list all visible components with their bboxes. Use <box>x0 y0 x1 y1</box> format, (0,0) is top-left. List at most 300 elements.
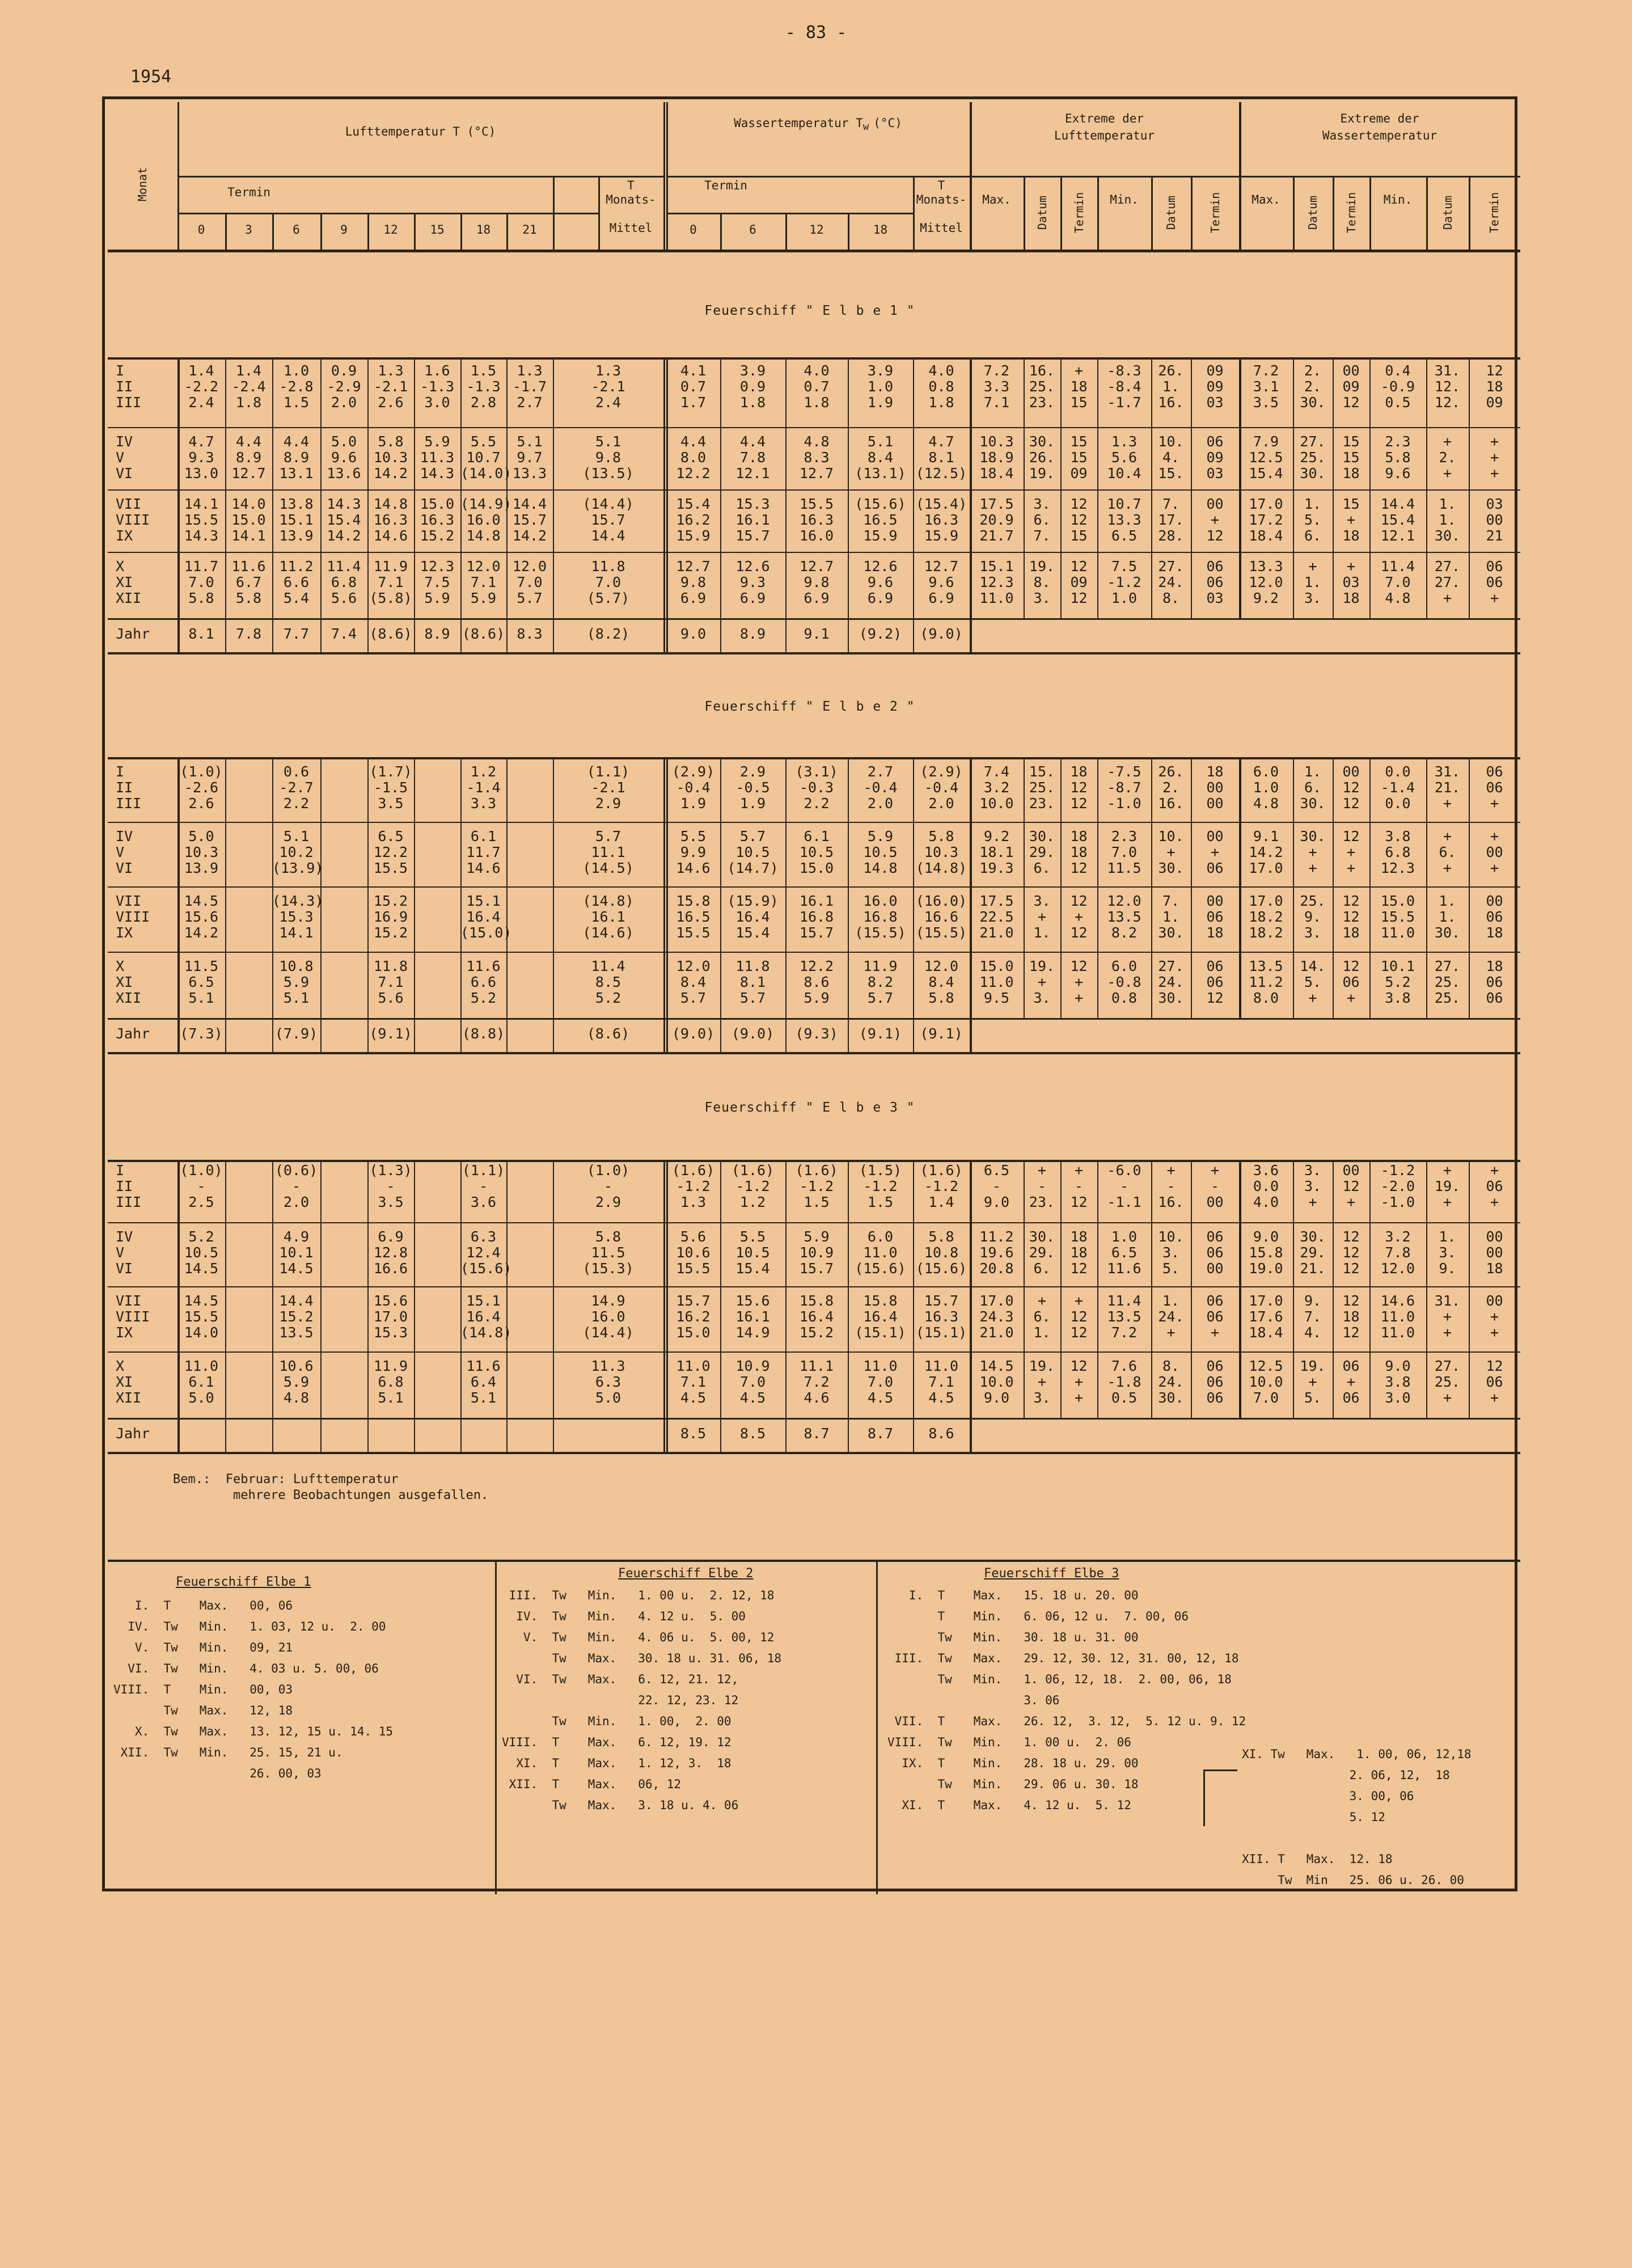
extreme-values: 12 06 + <box>1486 1358 1503 1406</box>
header-vertical-termin_v: Termin <box>1072 192 1086 234</box>
header-mean-2-air: Mittel <box>609 221 653 235</box>
extreme-values: 9.2 18.1 19.3 <box>979 828 1014 876</box>
header-vertical-datum: Datum <box>1164 195 1178 230</box>
header-termin-water: Termin <box>704 179 747 192</box>
extreme-values: 3. 3. + <box>1304 1162 1322 1210</box>
extreme-values: 00 + 06 <box>1206 828 1224 876</box>
air-temp-values: (0.6) - 2.0 <box>274 1162 318 1210</box>
extreme-values: 12 12 15 <box>1070 496 1088 544</box>
jahr-air-value: 8.1 <box>188 626 214 642</box>
air-temp-values: (1.7) -1.5 3.5 <box>369 763 412 812</box>
extreme-values: 00 06 18 <box>1486 893 1503 941</box>
water-temp-values: 4.4 8.0 12.2 <box>676 433 711 482</box>
extreme-values: 1. 1. 30. <box>1434 496 1461 544</box>
extreme-values: 31. 12. 12. <box>1434 362 1461 411</box>
water-temp-values: 2.9 -0.5 1.9 <box>735 763 770 812</box>
extreme-values: 00 + 12 <box>1206 496 1224 544</box>
extreme-values: 18 18 12 <box>1070 1228 1088 1277</box>
water-temp-values: 15.5 16.3 16.0 <box>799 496 834 544</box>
water-temp-values: 12.7 9.8 6.9 <box>799 558 834 606</box>
header-vertical-datum: Datum <box>1306 195 1320 230</box>
water-temp-values: 15.6 16.1 14.9 <box>735 1293 770 1341</box>
extreme-values: 10.1 5.2 3.8 <box>1380 958 1415 1006</box>
extreme-values: 0.0 -1.4 0.0 <box>1380 763 1415 812</box>
air-mean-values: (1.1) -2.1 2.9 <box>586 763 630 812</box>
water-temp-values: 15.8 16.4 15.2 <box>799 1293 834 1341</box>
extreme-values: 15. 25. 23. <box>1029 763 1055 812</box>
extreme-values: 12.5 10.0 7.0 <box>1249 1358 1283 1406</box>
water-temp-values: (1.6) -1.2 1.2 <box>731 1162 775 1210</box>
air-temp-values: 15.1 16.4 (14.8) <box>460 1293 512 1341</box>
extreme-values: -1.2 -2.0 -1.0 <box>1380 1162 1415 1210</box>
extreme-values: 19. 8. 3. <box>1029 558 1055 606</box>
air-temp-values: 14.5 15.5 14.0 <box>184 1293 219 1341</box>
data-table <box>102 96 1517 1891</box>
jahr-air-value: (8.6) <box>462 626 505 642</box>
extreme-values: 00 00 18 <box>1486 1228 1503 1277</box>
extreme-values: + 18 15 <box>1070 362 1088 411</box>
water-temp-values: (1.6) -1.2 1.5 <box>795 1162 838 1210</box>
water-temp-values: 5.5 10.5 15.4 <box>735 1228 770 1277</box>
header-hour-water: 18 <box>873 223 888 236</box>
extreme-values: 30. 29. 6. <box>1029 828 1055 876</box>
air-temp-values: (1.0) - 2.5 <box>180 1162 223 1210</box>
header-termin-air: Termin <box>227 185 270 199</box>
air-temp-values: 11.6 6.6 5.2 <box>466 958 501 1006</box>
extreme-values: 12 18 12 <box>1342 1293 1360 1341</box>
header-hour-water: 6 <box>749 223 756 236</box>
water-temp-values: 15.4 16.2 15.9 <box>676 496 711 544</box>
footnote-elbe3: I. T Max. 15. 18 u. 20. 00 T Min. 6. 06, 12 u. 7. 00, 06 Tw Min. 30. 18 u. 31. 00 III. Tw Max. 29. 12, 30. 12, 31. 00, 12, 18 Tw Min. 1. 06, 12, 18. 2. 00, 06, 18 3. 06 VII. T Max. 26. 12, 3. 12, 5. 12 u. 9. 12 VIII. Tw Min. 1. 00 u. 2. 06 IX. T Min. 28. 18 u. 29. 00 Tw Min. 29. 06 u. 30. 18 XI. T Max. 4. 12 u. 5. 12 <box>887 1589 1246 1812</box>
jahr-label: Jahr <box>116 626 150 642</box>
jahr-water-mean: (9.1) <box>920 1025 963 1042</box>
extreme-values: 27. 25. 30. <box>1300 433 1326 482</box>
extreme-values: 14.5 10.0 9.0 <box>979 1358 1014 1406</box>
extreme-values: 30. + + <box>1300 828 1326 876</box>
water-temp-values: (3.1) -0.3 2.2 <box>795 763 838 812</box>
air-mean-values: 5.8 11.5 (15.3) <box>582 1228 634 1277</box>
jahr-air-value: (9.1) <box>369 1025 412 1042</box>
header-hour-air: 21 <box>522 223 537 236</box>
header-hour-air: 12 <box>383 223 398 236</box>
header-hour-water: 0 <box>690 223 697 236</box>
water-mean-values: 4.0 0.8 1.8 <box>928 362 954 411</box>
extreme-values: 7.6 -1.8 0.5 <box>1107 1358 1141 1406</box>
extreme-values: + - 23. <box>1029 1162 1055 1210</box>
extreme-values: 1.0 6.5 11.6 <box>1107 1228 1141 1277</box>
month-labels: VII VIII IX <box>116 1293 150 1341</box>
jahr-label: Jahr <box>116 1025 150 1042</box>
header-hour-air: 15 <box>430 223 445 236</box>
extreme-values: 15 + 18 <box>1342 496 1360 544</box>
extreme-values: 12 + + <box>1070 1358 1088 1406</box>
extreme-values: 17.5 20.9 21.7 <box>979 496 1014 544</box>
header-mean-t-air: T <box>627 179 635 192</box>
extreme-values: 10. 4. 15. <box>1158 433 1184 482</box>
air-temp-values: 0.9 -2.9 2.0 <box>327 362 361 411</box>
extreme-values: 12 06 + <box>1342 958 1360 1006</box>
header-mean-1-air: Monats- <box>606 193 656 206</box>
air-temp-values: 14.4 15.2 13.5 <box>279 1293 314 1341</box>
water-temp-values: 11.0 7.0 4.5 <box>863 1358 898 1406</box>
extreme-values: 00 06 18 <box>1206 893 1224 941</box>
water-temp-values: (2.9) -0.4 1.9 <box>671 763 715 812</box>
header-mean-t-water: T <box>937 179 945 192</box>
extreme-values: 06 06 03 <box>1206 558 1224 606</box>
jahr-water-value: 8.7 <box>804 1425 830 1442</box>
extreme-values: 12 18 09 <box>1486 362 1503 411</box>
extreme-values: 6.5 - 9.0 <box>983 1162 1010 1210</box>
air-temp-values: 11.9 7.1 (5.8) <box>369 558 412 606</box>
extreme-values: 12 + + <box>1342 828 1360 876</box>
air-temp-values: 11.5 6.5 5.1 <box>184 958 219 1006</box>
extreme-values: 2.3 5.8 9.6 <box>1385 433 1411 482</box>
air-temp-values: 5.0 9.6 13.6 <box>327 433 361 482</box>
header-extreme-wasser-2: Wassertemperatur <box>1322 129 1437 142</box>
footnote-elbe3-right: XI. Tw Max. 1. 00, 06, 12,18 2. 06, 12, 18 3. 00, 06 5. 12 XII. T Max. 12. 18 Tw Min 25. 06 u. 26. 00 <box>1242 1747 1472 1887</box>
year-label: 1954 <box>130 67 172 87</box>
extreme-values: 30. 29. 6. <box>1029 1228 1055 1277</box>
air-temp-values: 6.9 12.8 16.6 <box>373 1228 408 1277</box>
header-monat: Monat <box>136 167 149 202</box>
extreme-values: 12 09 12 <box>1070 558 1088 606</box>
water-temp-values: (1.6) -1.2 1.3 <box>671 1162 715 1210</box>
water-temp-values: 6.1 10.5 15.0 <box>799 828 834 876</box>
extreme-values: 18 18 12 <box>1070 828 1088 876</box>
air-mean-values: 5.1 9.8 (13.5) <box>582 433 634 482</box>
extreme-values: 03 00 21 <box>1486 496 1503 544</box>
air-temp-values: 5.5 10.7 (14.0) <box>460 433 512 482</box>
extreme-values: 27. 25. + <box>1434 1358 1461 1406</box>
extreme-values: + - 00 <box>1206 1162 1224 1210</box>
extreme-values: 18 00 00 <box>1206 763 1224 812</box>
water-temp-values: 2.7 -0.4 2.0 <box>863 763 898 812</box>
header-hour-air: 3 <box>245 223 252 236</box>
extreme-values: 26. 2. 16. <box>1158 763 1184 812</box>
extreme-values: 0.4 -0.9 0.5 <box>1380 362 1415 411</box>
air-temp-values: 11.4 6.8 5.6 <box>327 558 361 606</box>
air-mean-values: (14.4) 15.7 14.4 <box>582 496 634 544</box>
extreme-values: 13.5 11.2 8.0 <box>1249 958 1283 1006</box>
header-extreme-luft-1: Extreme der <box>1064 112 1144 125</box>
extreme-values: + + + <box>1490 433 1499 482</box>
extreme-values: + - 16. <box>1158 1162 1184 1210</box>
extreme-values: 12 + + <box>1070 958 1088 1006</box>
air-mean-values: (14.8) 16.1 (14.6) <box>582 893 634 941</box>
water-temp-values: 11.1 7.2 4.6 <box>799 1358 834 1406</box>
water-temp-values: 12.2 8.6 5.9 <box>799 958 834 1006</box>
water-temp-values: (15.9) 16.4 15.4 <box>727 893 779 941</box>
air-temp-values: 15.0 16.3 15.2 <box>420 496 455 544</box>
extreme-values: 31. 21. + <box>1434 763 1461 812</box>
extreme-values: + 2. + <box>1439 433 1456 482</box>
extreme-values: + 6. + <box>1439 828 1456 876</box>
extreme-values: 7. 17. 28. <box>1158 496 1184 544</box>
air-temp-values: 11.0 6.1 5.0 <box>184 1358 219 1406</box>
water-temp-values: 10.9 7.0 4.5 <box>735 1358 770 1406</box>
extreme-values: + 06 + <box>1486 1162 1503 1210</box>
extreme-values: + 6. 1. <box>1033 1293 1051 1341</box>
extreme-values: 10. 3. 5. <box>1158 1228 1184 1277</box>
water-mean-values: (15.4) 16.3 15.9 <box>915 496 967 544</box>
air-temp-values: 14.5 15.6 14.2 <box>184 893 219 941</box>
header-extreme-luft-2: Lufttemperatur <box>1054 129 1155 142</box>
header-wasser-sub: w <box>862 121 869 133</box>
extreme-values: 16. 25. 23. <box>1029 362 1055 411</box>
extreme-values: 17.0 18.2 18.2 <box>1249 893 1283 941</box>
water-temp-values: 3.9 0.9 1.8 <box>739 362 766 411</box>
extreme-values: 1. 3. 9. <box>1439 1228 1456 1277</box>
jahr-label: Jahr <box>116 1425 150 1442</box>
extreme-values: 06 06 + <box>1206 1293 1224 1341</box>
extreme-values: 18 12 12 <box>1070 763 1088 812</box>
extreme-values: 15 15 18 <box>1342 433 1360 482</box>
month-labels: VII VIII IX <box>116 496 150 544</box>
jahr-water-value: (9.0) <box>731 1025 775 1042</box>
extreme-values: 09 09 03 <box>1206 362 1224 411</box>
water-mean-values: 5.8 10.3 (14.8) <box>915 828 967 876</box>
water-mean-values: 12.7 9.6 6.9 <box>924 558 959 606</box>
extreme-values: 7.5 -1.2 1.0 <box>1107 558 1141 606</box>
jahr-air-value: 8.3 <box>517 626 543 642</box>
air-temp-values: 12.0 7.0 5.7 <box>512 558 547 606</box>
air-mean-values: 11.8 7.0 (5.7) <box>586 558 630 606</box>
air-temp-values: 11.8 7.1 5.6 <box>373 958 408 1006</box>
water-temp-values: 4.8 8.3 12.7 <box>799 433 834 482</box>
water-mean-values: 5.8 10.8 (15.6) <box>915 1228 967 1277</box>
extreme-values: + 12 12 <box>1070 1293 1088 1341</box>
extreme-values: 1.3 5.6 10.4 <box>1107 433 1141 482</box>
extreme-values: 1. 5. 6. <box>1304 496 1322 544</box>
water-temp-values: (1.5) -1.2 1.5 <box>859 1162 902 1210</box>
jahr-water-value: 9.1 <box>804 626 830 642</box>
header-hour-air: 6 <box>293 223 300 236</box>
jahr-air-value: (8.6) <box>369 626 412 642</box>
extreme-values: 9. 7. 4. <box>1304 1293 1322 1341</box>
water-temp-values: 15.3 16.1 15.7 <box>735 496 770 544</box>
air-mean-values: (1.0) - 2.9 <box>586 1162 630 1210</box>
air-mean-values: 11.4 8.5 5.2 <box>591 958 625 1006</box>
air-temp-values: 5.2 10.5 14.5 <box>184 1228 219 1277</box>
header-min-air: Min. <box>1110 193 1139 206</box>
extreme-values: 25. 9. 3. <box>1300 893 1326 941</box>
extreme-values: 7.9 12.5 15.4 <box>1249 433 1283 482</box>
air-temp-values: 14.1 15.5 14.3 <box>184 496 219 544</box>
header-vertical-datum: Datum <box>1441 195 1455 230</box>
air-temp-values: 5.8 10.3 14.2 <box>373 433 408 482</box>
water-mean-values: 11.0 7.1 4.5 <box>924 1358 959 1406</box>
extreme-values: 3.6 0.0 4.0 <box>1253 1162 1279 1210</box>
air-temp-values: 5.1 10.2 (13.9) <box>272 828 324 876</box>
jahr-water-mean: (9.0) <box>920 626 963 642</box>
water-temp-values: 15.7 16.2 15.0 <box>676 1293 711 1341</box>
air-temp-values: 14.0 15.0 14.1 <box>231 496 266 544</box>
header-max-air: Max. <box>982 193 1011 206</box>
air-temp-values: 1.6 -1.3 3.0 <box>420 362 455 411</box>
water-temp-values: 16.1 16.8 15.7 <box>799 893 834 941</box>
jahr-water-mean: 8.6 <box>928 1425 954 1442</box>
extreme-values: 19. + 5. <box>1300 1358 1326 1406</box>
header-hour-air: 9 <box>340 223 348 236</box>
jahr-water-value: 8.9 <box>739 626 766 642</box>
month-labels: I II III <box>116 1162 142 1210</box>
extreme-values: 3. 6. 7. <box>1033 496 1051 544</box>
extreme-values: 1. 6. 30. <box>1300 763 1326 812</box>
header-hour-air: 18 <box>476 223 491 236</box>
extreme-values: + - 12 <box>1070 1162 1088 1210</box>
extreme-values: 14.6 11.0 11.0 <box>1380 1293 1415 1341</box>
water-temp-values: 15.8 16.5 15.5 <box>676 893 711 941</box>
month-labels: X XI XII <box>116 958 142 1006</box>
water-mean-values: 4.7 8.1 (12.5) <box>915 433 967 482</box>
extreme-values: 12.0 13.5 8.2 <box>1107 893 1141 941</box>
water-temp-values: 12.6 9.6 6.9 <box>863 558 898 606</box>
air-temp-values: 1.3 -1.7 2.7 <box>512 362 547 411</box>
extreme-values: 9.0 15.8 19.0 <box>1249 1228 1283 1277</box>
header-mean-2-water: Mittel <box>920 221 963 235</box>
air-temp-values: 5.0 10.3 13.9 <box>184 828 219 876</box>
footnote-elbe1: I. T Max. 00, 06 IV. Tw Min. 1. 03, 12 u. 2. 00 V. Tw Min. 09, 21 VI. Tw Min. 4. 03 u. 5. 00, 06 VIII. T Min. 00, 03 Tw Max. 12, 18 X. Tw Max. 13. 12, 15 u. 14. 15 XII. Tw Min. 25. 15, 21 u. 26. 00, 03 <box>113 1599 394 1780</box>
extreme-values: 06 06 + <box>1486 763 1503 812</box>
water-mean-values: (2.9) -0.4 2.0 <box>920 763 963 812</box>
header-lufttemperatur: Lufttemperatur T (°C) <box>345 125 496 138</box>
air-temp-values: 14.4 15.7 14.2 <box>512 496 547 544</box>
extreme-values: 27. 24. 8. <box>1158 558 1184 606</box>
footnote-title-elbe2: Feuerschiff Elbe 2 <box>618 1566 754 1581</box>
extreme-values: 31. + + <box>1434 1293 1461 1341</box>
extreme-values: 27. 27. + <box>1434 558 1461 606</box>
extreme-values: 06 06 06 <box>1206 1358 1224 1406</box>
extreme-values: 30. 26. 19. <box>1029 433 1055 482</box>
extreme-values: 3.2 7.8 12.0 <box>1380 1228 1415 1277</box>
air-temp-values: 6.5 12.2 15.5 <box>373 828 408 876</box>
extreme-values: 1. 24. + <box>1158 1293 1184 1341</box>
air-temp-values: 15.6 17.0 15.3 <box>373 1293 408 1341</box>
header-min-water: Min. <box>1383 193 1413 206</box>
extreme-values: -6.0 - -1.1 <box>1107 1162 1141 1210</box>
water-temp-values: 6.0 11.0 (15.6) <box>855 1228 906 1277</box>
air-temp-values: (1.3) - 3.5 <box>369 1162 412 1210</box>
footnote-title-elbe1: Feuerschiff Elbe 1 <box>176 1575 311 1589</box>
section-title: Feuerschiff " E l b e 1 " <box>704 303 915 318</box>
jahr-air-value: (7.3) <box>180 1025 223 1042</box>
extreme-values: 10.3 18.9 18.4 <box>979 433 1014 482</box>
water-temp-values: 4.1 0.7 1.7 <box>680 362 707 411</box>
air-temp-values: 11.6 6.4 5.1 <box>466 1358 501 1406</box>
extreme-values: 00 12 12 <box>1342 763 1360 812</box>
water-mean-values: (1.6) -1.2 1.4 <box>920 1162 963 1210</box>
extreme-values: + 00 + <box>1486 828 1503 876</box>
jahr-air-value: 7.4 <box>331 626 357 642</box>
water-temp-values: 11.0 7.1 4.5 <box>676 1358 711 1406</box>
extreme-values: 7.2 3.3 7.1 <box>983 362 1010 411</box>
extreme-values: 8. 24. 30. <box>1158 1358 1184 1406</box>
air-temp-values: 4.9 10.1 14.5 <box>279 1228 314 1277</box>
air-temp-values: 15.1 16.4 (15.0) <box>460 893 512 941</box>
extreme-values: 7. 1. 30. <box>1158 893 1184 941</box>
extreme-values: 9.1 14.2 17.0 <box>1249 828 1283 876</box>
water-temp-values: 15.8 16.4 (15.1) <box>855 1293 906 1341</box>
month-labels: IV V VI <box>116 433 133 482</box>
jahr-water-value: 8.5 <box>680 1425 707 1442</box>
extreme-values: 7.4 3.2 10.0 <box>979 763 1014 812</box>
extreme-values: 11.2 19.6 20.8 <box>979 1228 1014 1277</box>
air-temp-values: 1.3 -2.1 2.6 <box>373 362 408 411</box>
air-temp-values: 6.3 12.4 (15.6) <box>460 1228 512 1277</box>
extreme-values: 10. + 30. <box>1158 828 1184 876</box>
water-temp-values: 5.1 8.4 (13.1) <box>855 433 906 482</box>
section-title: Feuerschiff " E l b e 2 " <box>704 699 915 714</box>
extreme-values: 26. 1. 16. <box>1158 362 1184 411</box>
jahr-air-value: (7.9) <box>274 1025 318 1042</box>
extreme-values: 30. 29. 21. <box>1300 1228 1326 1277</box>
header-wasser-label: Wassertemperatur T <box>734 116 863 130</box>
header-hour-air: 0 <box>197 223 205 236</box>
table-cells <box>105 99 1515 1889</box>
extreme-values: 15 15 09 <box>1070 433 1088 482</box>
air-temp-values: 14.8 16.3 14.6 <box>373 496 408 544</box>
water-temp-values: 5.9 10.9 15.7 <box>799 1228 834 1277</box>
water-temp-values: 5.5 9.9 14.6 <box>676 828 711 876</box>
remark: Bem.: Februar: Lufttemperatur mehrere Beobachtungen ausgefallen. <box>173 1472 489 1502</box>
air-mean-values: 5.7 11.1 (14.5) <box>582 828 634 876</box>
air-temp-values: 6.1 11.7 14.6 <box>466 828 501 876</box>
extreme-values: 2. 2. 30. <box>1300 362 1326 411</box>
extreme-values: 06 06 12 <box>1206 958 1224 1006</box>
extreme-values: 17.0 17.2 18.4 <box>1249 496 1283 544</box>
extreme-values: 06 + 06 <box>1342 1358 1360 1406</box>
extreme-values: 12 12 18 <box>1342 893 1360 941</box>
jahr-water-value: (9.2) <box>859 626 902 642</box>
extreme-values: 3.8 6.8 12.3 <box>1380 828 1415 876</box>
header-vertical-datum: Datum <box>1035 195 1049 230</box>
extreme-values: 19. + 3. <box>1029 958 1055 1006</box>
extreme-values: 14.4 15.4 12.1 <box>1380 496 1415 544</box>
air-temp-values: (1.0) -2.6 2.6 <box>180 763 223 812</box>
extreme-values: 06 06 + <box>1486 558 1503 606</box>
jahr-air-mean: (8.2) <box>586 626 630 642</box>
header-wasser-unit: (°C) <box>873 116 902 130</box>
extreme-values: 3. + 1. <box>1033 893 1051 941</box>
air-temp-values: 10.8 5.9 5.1 <box>279 958 314 1006</box>
jahr-air-value: 7.8 <box>235 626 262 642</box>
extreme-values: + 19. + <box>1434 1162 1461 1210</box>
page-number: - 83 - <box>785 23 847 43</box>
extreme-values: 11.4 7.0 4.8 <box>1380 558 1415 606</box>
extreme-values: 18 06 06 <box>1486 958 1503 1006</box>
air-mean-values: 14.9 16.0 (14.4) <box>582 1293 634 1341</box>
extreme-values: 2.3 7.0 11.5 <box>1107 828 1141 876</box>
air-temp-values: 12.3 7.5 5.9 <box>420 558 455 606</box>
extreme-values: 17.0 17.6 18.4 <box>1249 1293 1283 1341</box>
air-temp-values: 1.5 -1.3 2.8 <box>466 362 501 411</box>
extreme-values: 27. 24. 30. <box>1158 958 1184 1006</box>
air-temp-values: (14.3) 15.3 14.1 <box>272 893 324 941</box>
extreme-values: -7.5 -8.7 -1.0 <box>1107 763 1141 812</box>
water-temp-values: 5.7 10.5 (14.7) <box>727 828 779 876</box>
air-temp-values: 1.0 -2.8 1.5 <box>279 362 314 411</box>
month-labels: I II III <box>116 362 142 411</box>
jahr-water-value: (9.0) <box>671 1025 715 1042</box>
air-temp-values: 14.3 15.4 14.2 <box>327 496 361 544</box>
extreme-values: -8.3 -8.4 -1.7 <box>1107 362 1141 411</box>
air-temp-values: 4.7 9.3 13.0 <box>184 433 219 482</box>
jahr-water-value: 8.5 <box>739 1425 766 1442</box>
jahr-water-value: (9.3) <box>795 1025 838 1042</box>
air-temp-values: 1.2 -1.4 3.3 <box>466 763 501 812</box>
extreme-values: 17.0 24.3 21.0 <box>979 1293 1014 1341</box>
extreme-values: 27. 25. 25. <box>1434 958 1461 1006</box>
